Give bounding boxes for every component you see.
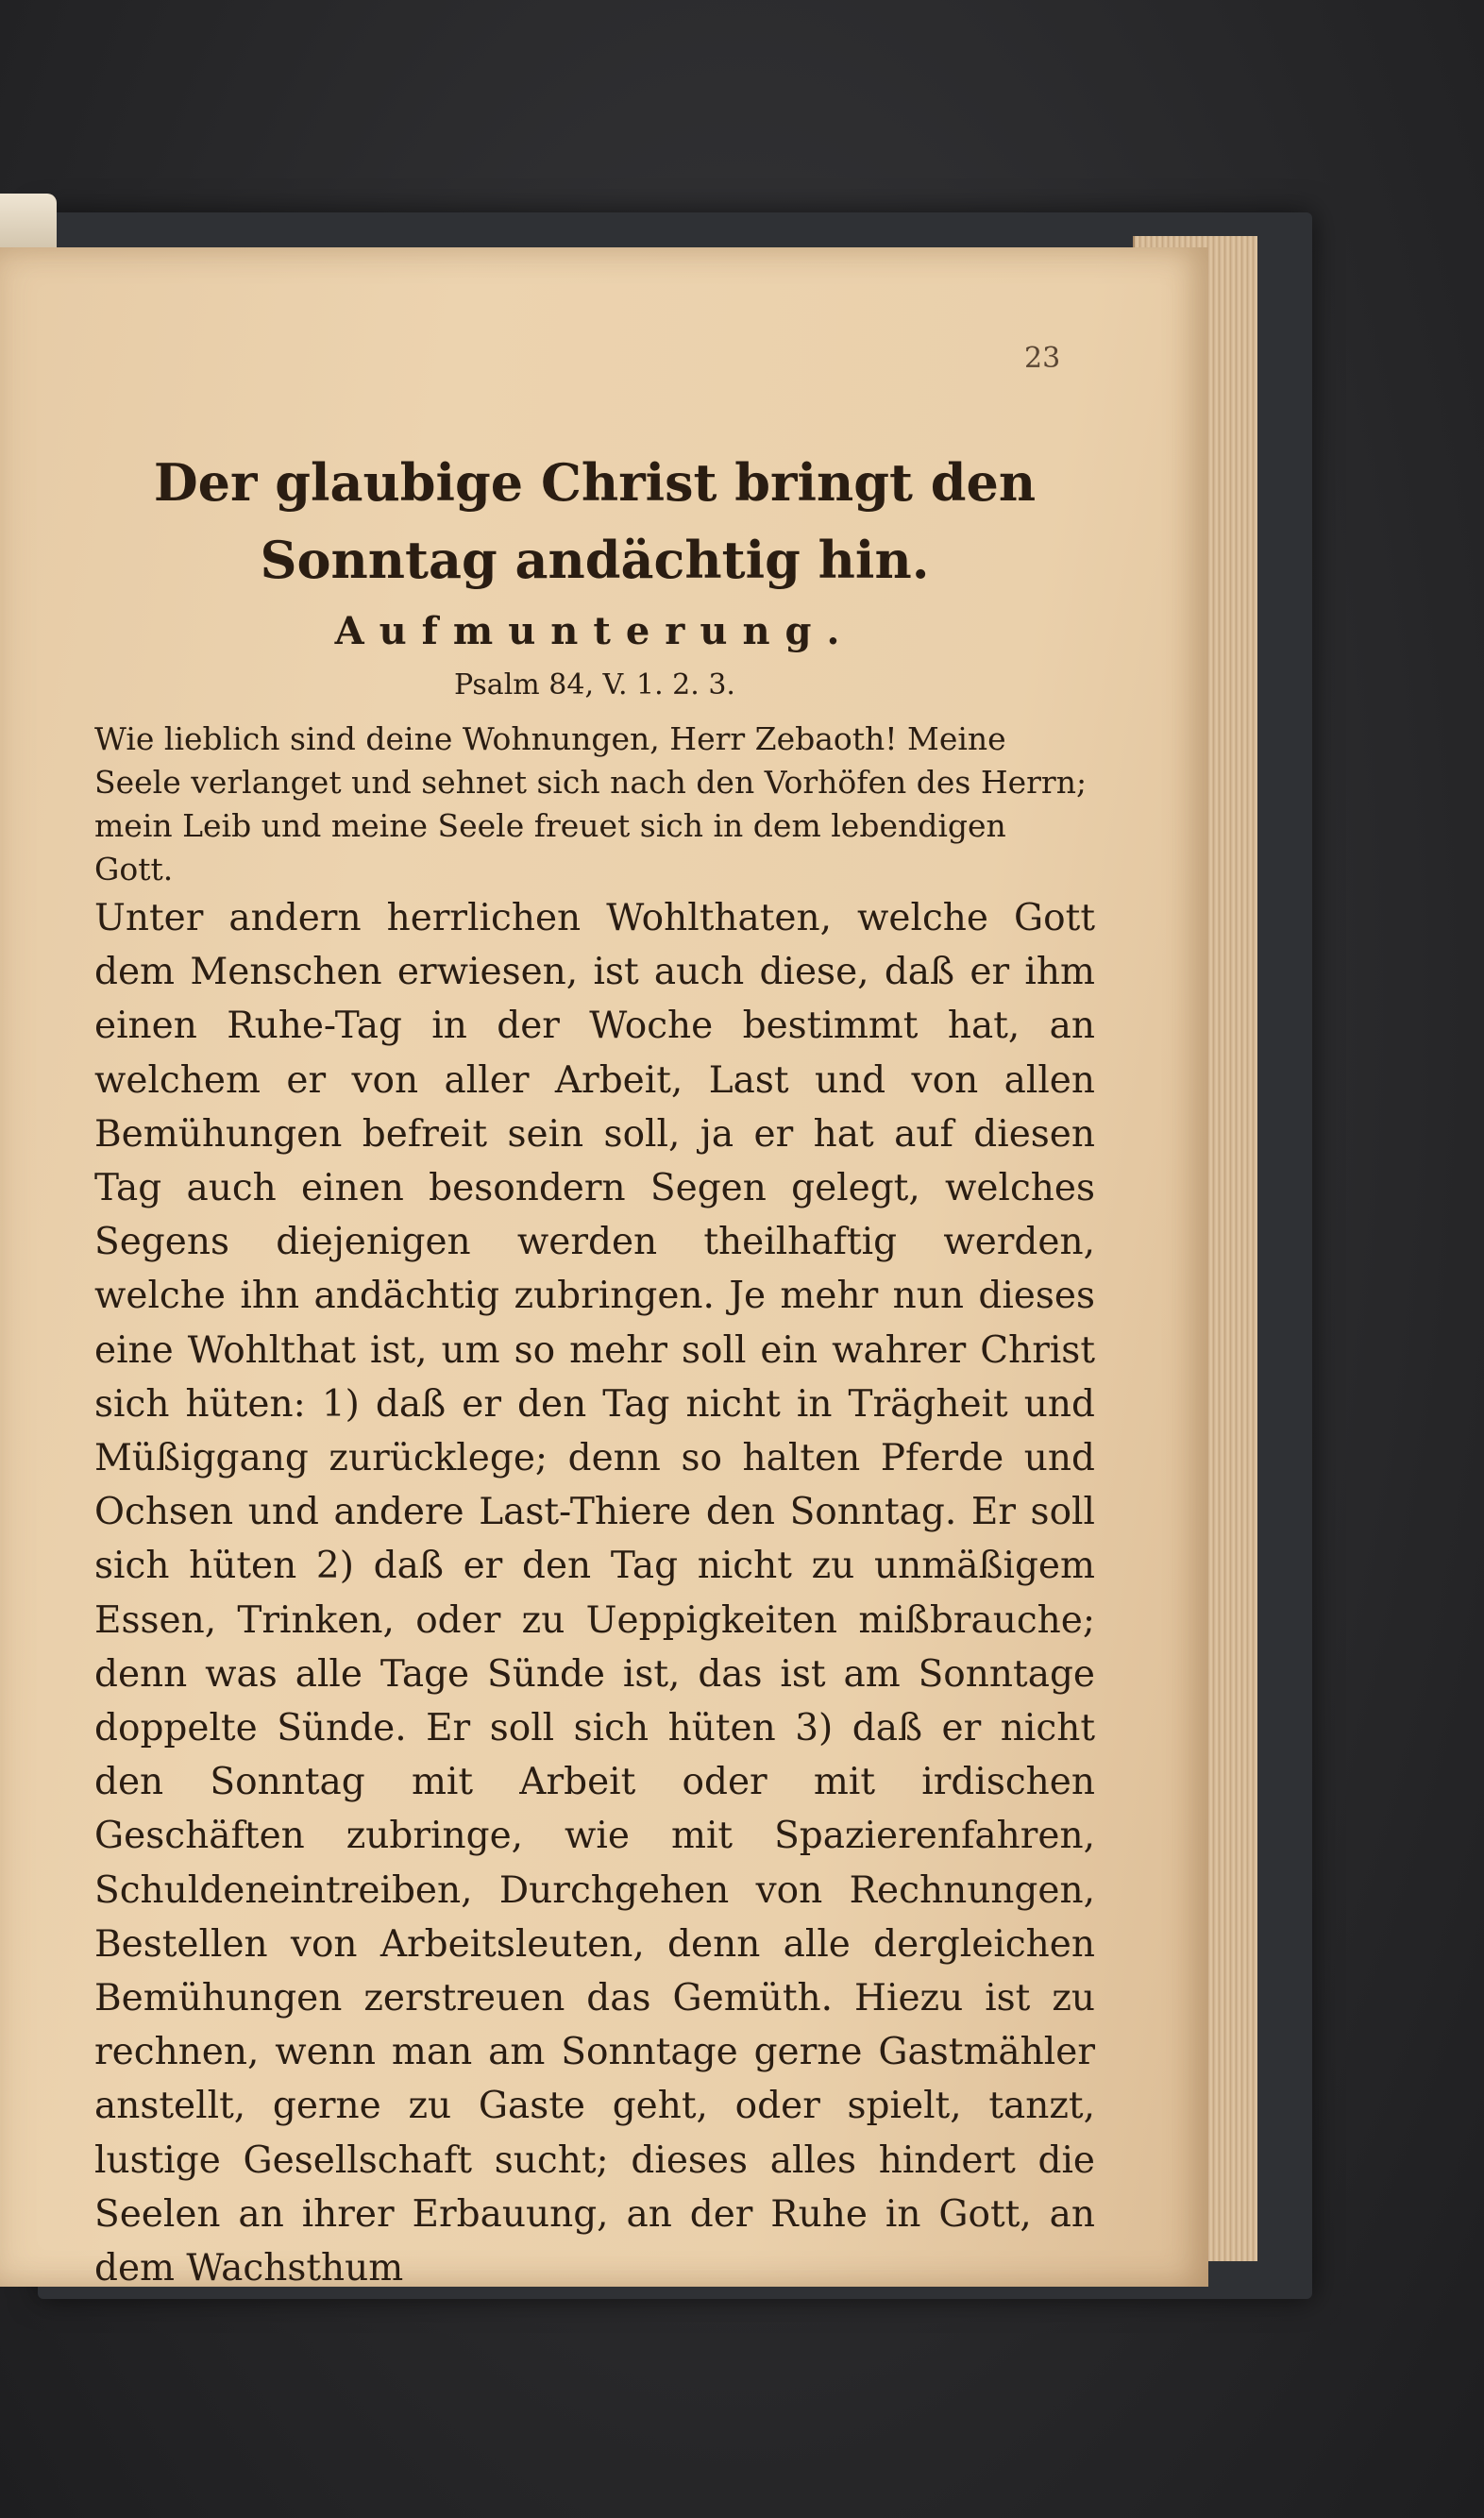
section-subtitle: Aufmunterung. [334,609,855,653]
psalm-reference: Psalm 84, V. 1. 2. 3. [454,668,735,701]
body-paragraph: Unter andern herrlichen Wohlthaten, welche Gott dem Menschen erwiesen, ist auch diese, daß er ihm einen Ruhe-Tag in der Woche bestimmt hat, an welchem er von aller Arbeit, Last und von allen Bemühungen befreit sein soll, ja er hat auf diesen Tag auch einen besondern Segen gelegt, welches Segens diejenigen werden theilhaftig werden, welche ihn andächtig zubringen. Je mehr nun dieses eine Wohlthat ist, um so mehr soll ein wahrer Christ sich hüten: 1) daß er den Tag nicht in Trägheit und Müßiggang zurücklege; denn so halten Pferde und Ochsen und andere Last-Thiere den Sonntag. Er soll sich hüten 2) daß er den Tag nicht zu unmäßigem Essen, Trinken, oder zu Ueppigkeiten mißbrauche; denn was alle Tage Sünde ist, das ist am Sonntage doppelte Sünde. Er soll sich hüten 3) daß er nicht den Sonntag mit Arbeit oder mit irdischen Geschäften zubringe, wie mit Spazierenfahren, Schuldeneintreiben, Durchgehen von Rechnungen, Bestellen von Arbeitsleuten, denn alle dergleichen Bemühungen zerstreuen das Gemüth. Hiezu ist zu rechnen, wenn man am Sonntage gerne Gastmähler anstellt, gerne zu Gaste geht, oder spielt, tanzt, lustige Gesellschaft sucht; dieses alles hindert die Seelen an ihrer Erbauung, an der Ruhe in Gott, an dem Wachsthum [94,897,1095,2290]
chapter-title: Der glaubige Christ bringt den Sonntag andächtig hin. [153,452,1037,590]
scripture-verse: Wie lieblich sind deine Wohnungen, Herr Zebaoth! Meine Seele verlanget und sehnet sich nach den Vorhöfen des Herrn; mein Leib und meine Seele freuet sich in dem lebendigen Gott. [94,720,1088,887]
page-number: 23 [1024,342,1061,375]
